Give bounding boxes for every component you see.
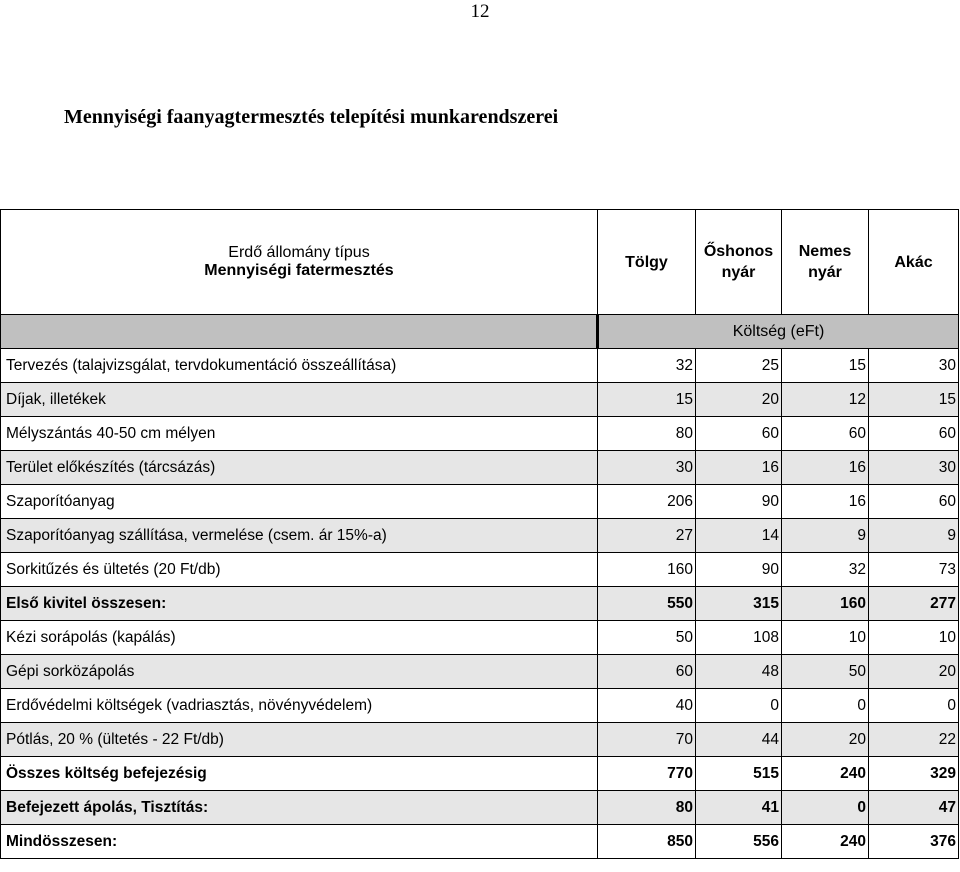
table-row [1,723,959,757]
row-value: 206 [598,485,696,519]
row-value: 44 [696,723,782,757]
page-title: Mennyiségi faanyagtermesztés telepítési munkarendszerei [64,106,559,128]
unit-row-spacer [1,315,598,349]
row-value: 32 [598,349,696,383]
row-value: 40 [598,689,696,723]
row-label: Befejezett ápolás, Tisztítás: [1,791,598,825]
row-value: 9 [869,519,959,553]
table-row [1,417,959,451]
table-row [1,383,959,417]
type-header-line1: Erdő állomány típus [228,244,370,261]
row-label: Erdővédelmi költségek (vadriasztás, növényvédelem) [1,689,598,723]
column-header-tolgy: Tölgy [598,210,696,315]
row-value: 60 [696,417,782,451]
row-value: 12 [782,383,869,417]
row-value: 20 [869,655,959,689]
row-value: 850 [598,825,696,859]
table-row [1,621,959,655]
row-value: 9 [782,519,869,553]
table-row [1,587,959,621]
row-label: Kézi sorápolás (kapálás) [1,621,598,655]
table-row [1,485,959,519]
table-row [1,349,959,383]
cost-table [0,209,959,859]
row-value: 108 [696,621,782,655]
row-value: 160 [598,553,696,587]
column-header-nemes-nyar: Nemes nyár [782,210,869,315]
row-label: Első kivitel összesen: [1,587,598,621]
row-value: 515 [696,757,782,791]
row-value: 0 [869,689,959,723]
row-value: 73 [869,553,959,587]
type-header-cell [1,210,598,315]
row-value: 60 [869,417,959,451]
row-value: 0 [782,689,869,723]
unit-label: Költség (eFt) [598,315,959,349]
row-value: 15 [598,383,696,417]
row-value: 50 [598,621,696,655]
table-row [1,519,959,553]
row-value: 16 [782,485,869,519]
row-label: Sorkitűzés és ültetés (20 Ft/db) [1,553,598,587]
row-label: Mélyszántás 40-50 cm mélyen [1,417,598,451]
row-label: Mindösszesen: [1,825,598,859]
row-value: 15 [782,349,869,383]
table-row [1,825,959,859]
row-value: 277 [869,587,959,621]
table-row [1,689,959,723]
row-value: 60 [869,485,959,519]
row-value: 47 [869,791,959,825]
row-label: Tervezés (talajvizsgálat, tervdokumentáció összeállítása) [1,349,598,383]
row-label: Terület előkészítés (tárcsázás) [1,451,598,485]
row-value: 30 [869,349,959,383]
type-header-line2: Mennyiségi fatermesztés [204,262,394,279]
row-value: 376 [869,825,959,859]
row-value: 10 [782,621,869,655]
row-value: 240 [782,757,869,791]
table-row [1,451,959,485]
row-value: 80 [598,417,696,451]
row-label: Díjak, illetékek [1,383,598,417]
row-value: 22 [869,723,959,757]
row-value: 550 [598,587,696,621]
row-value: 556 [696,825,782,859]
header-row [1,210,959,315]
row-value: 0 [696,689,782,723]
row-value: 25 [696,349,782,383]
row-value: 770 [598,757,696,791]
row-value: 90 [696,553,782,587]
row-label: Összes költség befejezésig [1,757,598,791]
row-value: 70 [598,723,696,757]
row-value: 14 [696,519,782,553]
column-header-oshonos-nyar: Őshonos nyár [696,210,782,315]
row-value: 48 [696,655,782,689]
row-value: 60 [598,655,696,689]
row-label: Pótlás, 20 % (ültetés - 22 Ft/db) [1,723,598,757]
row-label: Szaporítóanyag [1,485,598,519]
unit-row [1,315,959,349]
table-row [1,655,959,689]
row-value: 15 [869,383,959,417]
row-value: 32 [782,553,869,587]
row-value: 160 [782,587,869,621]
row-value: 315 [696,587,782,621]
column-header-akac: Akác [869,210,959,315]
row-value: 27 [598,519,696,553]
row-value: 20 [782,723,869,757]
row-value: 20 [696,383,782,417]
row-value: 16 [782,451,869,485]
row-value: 329 [869,757,959,791]
row-value: 90 [696,485,782,519]
row-value: 60 [782,417,869,451]
row-value: 41 [696,791,782,825]
row-value: 30 [598,451,696,485]
row-label: Szaporítóanyag szállítása, vermelése (csem. ár 15%-a) [1,519,598,553]
row-value: 50 [782,655,869,689]
row-value: 16 [696,451,782,485]
table-row [1,791,959,825]
row-value: 10 [869,621,959,655]
table-row [1,553,959,587]
page-number: 12 [470,1,490,22]
row-value: 240 [782,825,869,859]
row-value: 0 [782,791,869,825]
row-label: Gépi sorközápolás [1,655,598,689]
row-value: 30 [869,451,959,485]
table-row [1,757,959,791]
row-value: 80 [598,791,696,825]
